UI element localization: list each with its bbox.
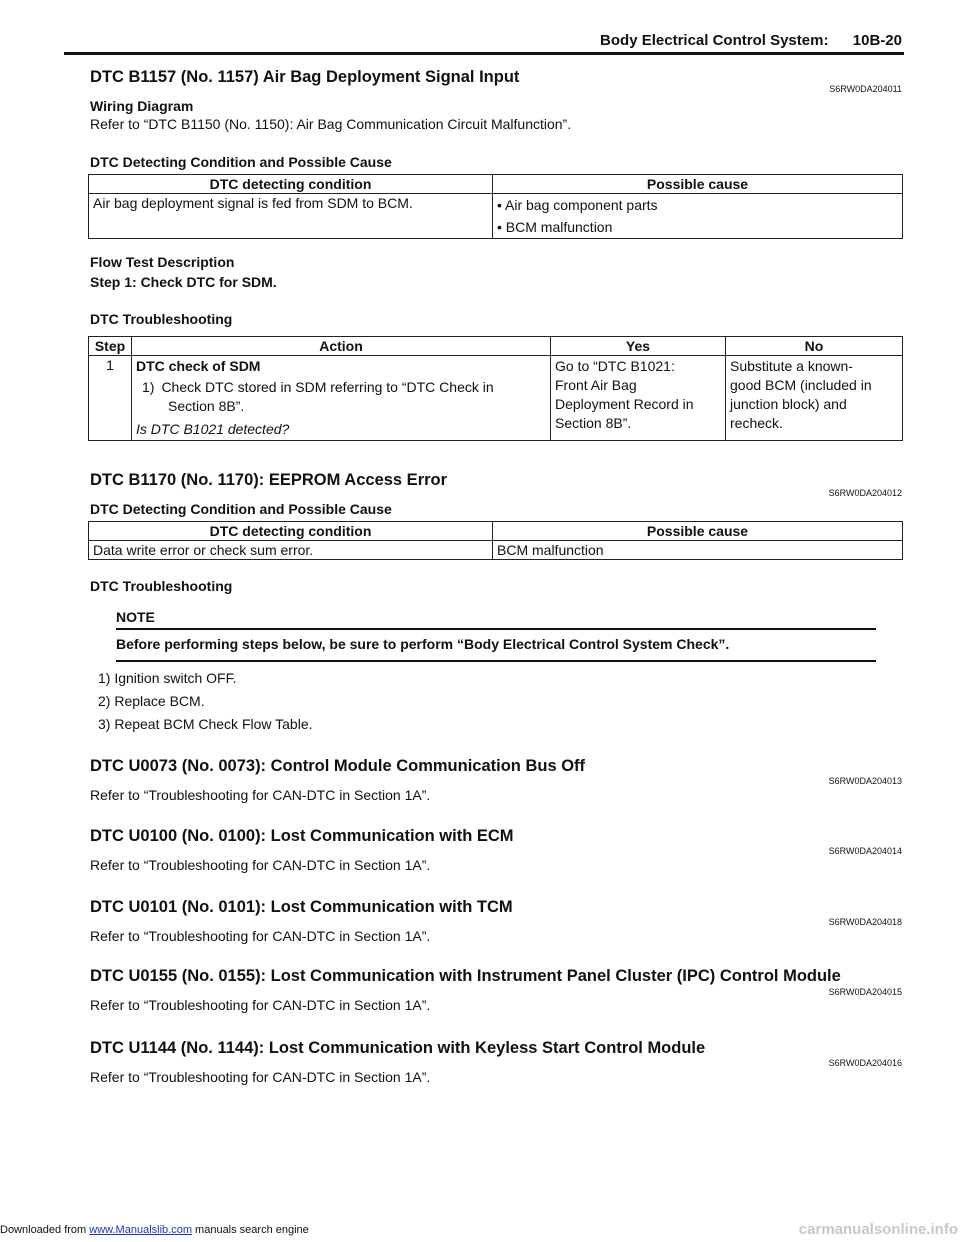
- note-text: Before performing steps below, be sure to perform “Body Electrical Control System Check”.: [116, 636, 730, 652]
- body-text: Refer to “Troubleshooting for CAN-DTC in Section 1A”.: [90, 787, 431, 803]
- section-title: DTC U0073 (No. 0073): Control Module Communication Bus Off: [90, 757, 586, 775]
- action-item-continued: Section 8B”.: [168, 398, 245, 414]
- table-header: DTC detecting condition: [89, 522, 493, 541]
- body-text: Refer to “Troubleshooting for CAN-DTC in Section 1A”.: [90, 857, 431, 873]
- table-header: Yes: [551, 337, 726, 356]
- section-code: S6RW0DA204011: [829, 84, 902, 94]
- condition-table: [88, 521, 903, 560]
- no-line: recheck.: [730, 415, 783, 431]
- subheading: Flow Test Description: [90, 254, 235, 270]
- table-header: Step: [89, 337, 132, 356]
- table-header: Possible cause: [493, 175, 903, 194]
- list-item: 1) Ignition switch OFF.: [98, 670, 237, 686]
- manualslib-link[interactable]: www.Manualslib.com: [89, 1224, 192, 1236]
- subheading: DTC Troubleshooting: [90, 578, 233, 594]
- table-cell: [132, 356, 551, 441]
- list-item: 2) Replace BCM.: [98, 693, 205, 709]
- subheading: Step 1: Check DTC for SDM.: [90, 274, 277, 290]
- note-rule: [116, 628, 876, 630]
- yes-line: Go to “DTC B1021:: [555, 358, 675, 374]
- body-text: Refer to “Troubleshooting for CAN-DTC in Section 1A”.: [90, 928, 431, 944]
- table-cell: [726, 356, 903, 441]
- body-text: Refer to “Troubleshooting for CAN-DTC in Section 1A”.: [90, 1069, 431, 1085]
- body-text: Refer to “Troubleshooting for CAN-DTC in Section 1A”.: [90, 997, 431, 1013]
- footer-text: manuals search engine: [195, 1224, 309, 1236]
- section-code: S6RW0DA204012: [828, 488, 902, 498]
- table-cell: [493, 194, 903, 239]
- table-header: DTC detecting condition: [89, 175, 493, 194]
- note-label: NOTE: [116, 609, 155, 625]
- section-code: S6RW0DA204018: [828, 917, 902, 927]
- page-header: [600, 32, 902, 49]
- section-title: DTC U1144 (No. 1144): Lost Communication with Keyless Start Control Module: [90, 1039, 706, 1057]
- troubleshooting-table: [88, 336, 903, 441]
- footer-source: [0, 1224, 309, 1236]
- subheading: DTC Detecting Condition and Possible Cause: [90, 154, 392, 170]
- list-item: 3) Repeat BCM Check Flow Table.: [98, 716, 313, 732]
- table-cell: Data write error or check sum error.: [89, 541, 493, 560]
- header-page-number: 10B-20: [852, 32, 902, 49]
- action-item: 1) Check DTC stored in SDM referring to “DTC Check in: [142, 379, 494, 395]
- table-cell: Air bag deployment signal is fed from SDM to BCM.: [89, 194, 493, 239]
- section-title: DTC B1157 (No. 1157) Air Bag Deployment Signal Input: [90, 68, 520, 86]
- yes-line: Deployment Record in: [555, 396, 694, 412]
- no-line: junction block) and: [730, 396, 847, 412]
- subheading: DTC Troubleshooting: [90, 311, 233, 327]
- table-cell: BCM malfunction: [493, 541, 903, 560]
- table-header: No: [726, 337, 903, 356]
- list-item: • Air bag component parts: [497, 197, 658, 213]
- condition-table: [88, 174, 903, 239]
- subheading: Wiring Diagram: [90, 98, 194, 114]
- section-title: DTC U0155 (No. 0155): Lost Communication with Instrument Panel Cluster (IPC) Control Module: [90, 967, 841, 985]
- no-line: Substitute a known-: [730, 358, 853, 374]
- header-section: Body Electrical Control System:: [600, 32, 829, 49]
- section-title: DTC B1170 (No. 1170): EEPROM Access Error: [90, 471, 448, 489]
- header-rule: [64, 52, 904, 55]
- section-code: S6RW0DA204015: [828, 987, 902, 997]
- no-line: good BCM (included in: [730, 377, 872, 393]
- action-title: DTC check of SDM: [136, 358, 261, 374]
- table-cell: 1: [89, 356, 132, 441]
- watermark: carmanualsonline.info: [798, 1221, 958, 1238]
- table-cell: [551, 356, 726, 441]
- body-text: Refer to “DTC B1150 (No. 1150): Air Bag Communication Circuit Malfunction”.: [90, 116, 572, 132]
- section-code: S6RW0DA204013: [828, 776, 902, 786]
- subheading: DTC Detecting Condition and Possible Cause: [90, 501, 392, 517]
- section-title: DTC U0101 (No. 0101): Lost Communication with TCM: [90, 898, 513, 916]
- section-code: S6RW0DA204016: [828, 1058, 902, 1068]
- table-header: Action: [132, 337, 551, 356]
- section-code: S6RW0DA204014: [828, 846, 902, 856]
- action-question: Is DTC B1021 detected?: [136, 421, 290, 437]
- yes-line: Front Air Bag: [555, 377, 637, 393]
- table-header: Possible cause: [493, 522, 903, 541]
- yes-line: Section 8B”.: [555, 415, 632, 431]
- footer-text: Downloaded from: [0, 1224, 87, 1236]
- note-rule: [116, 660, 876, 662]
- list-item: • BCM malfunction: [497, 219, 613, 235]
- section-title: DTC U0100 (No. 0100): Lost Communication with ECM: [90, 827, 514, 845]
